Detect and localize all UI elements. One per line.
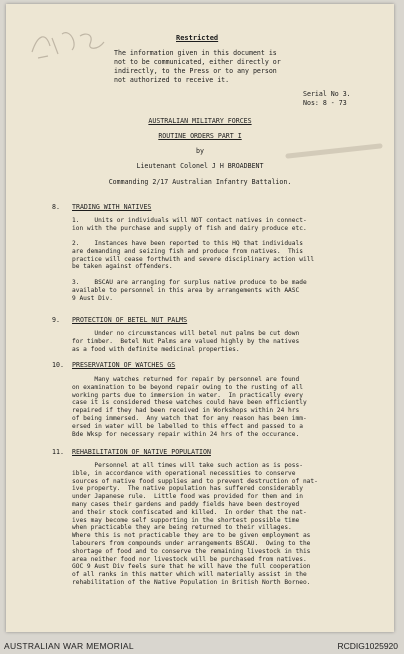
orders-heading: ROUTINE ORDERS PART I [158,132,242,140]
section-number: 9. [52,316,60,324]
handwritten-annotation [28,24,118,64]
serial-number: Serial No 3. Nos: 8 - 73 [303,90,351,107]
command-line: Commanding 2/17 Australian Infantry Battalion. [108,178,292,186]
section-number: 10. [52,361,64,369]
section-paragraph: 3. BSCAU are arranging for surplus native produce to be made available to personnel in this area by arrangements with AASC 9 Aust Div. [72,279,307,302]
restricted-label: Restricted [176,34,219,42]
section-number: 8. [52,203,60,211]
section-paragraph: Personnel at all times will take such action as is poss- ible, in accordance with operational necessities to conserve sources of native food supplies and to prevent destruction of nat- ive property. The native population has suffered considerably under Japanese rule. Little food was provided for them and in many cases their gardens and paddy fields have been destroyed and their stock confiscated and killed. In order that the nat- ives may become self supporting in the shortest possible time when practicable they are being returned to their villages. Where this is not practicable they are to be given employment as labourers from compounds under arrangements BSCAU. Owing to the shortage of food and to conserve the remaining livestock in this area neither food nor livestock will be purchased from natives. GOC 9 Aust Div feels sure that he will have the full cooperation of all ranks in this matter which will materially assist in the rehabilitation of the Native Population in British North Borneo. [72,462,318,586]
commander-name: Lieutenant Colonel J H BROADBENT [136,162,264,170]
section-paragraph: 2. Instances have been reported to this HQ that individuals are demanding and seizing fish and produce from natives. This practice will cease forthwith and severe disciplinary action will be taken against offenders. [72,240,315,271]
section-number: 11. [52,448,64,456]
confidentiality-notice: The information given in this document is not to be communicated, either directly or indirectly, to the Press or to any person not authorized to receive it. [114,49,281,84]
archive-footer [0,636,404,654]
section-paragraph: Many watches returned for repair by personnel are found on examination to be beyond repair owing to the rusting of all working parts due to immersion in water. In practically every case it is considered these watches could have been efficiently repaired if they had been received in Workshops within 24 hrs of being immersed. Any watch that for any reason has been imm- ersed in water will be labelled to this effect and passed to a Bde Wksp for necessary repair within 24 hrs of the occurance. [72,376,307,438]
section-paragraph: 1. Units or individuals will NOT contact natives in connect- ion with the purchase and supply of fish and dairy produce etc. [72,217,307,232]
section-title: REHABILITATION OF NATIVE POPULATION [72,448,211,456]
record-id: RCDIG1025920 [337,641,398,651]
section-paragraph: Under no circumstances will betel nut palms be cut down for timber. Betel Nut Palms are valued highly by the natives as a food with definite medicinal properties. [72,330,300,353]
by-line: by [196,147,204,155]
forces-heading: AUSTRALIAN MILITARY FORCES [148,117,252,125]
section-title: TRADING WITH NATIVES [72,203,152,211]
section-title: PROTECTION OF BETEL NUT PALMS [72,316,188,324]
section-title: PRESERVATION OF WATCHES GS [72,361,176,369]
document-page [6,4,394,632]
archive-name: AUSTRALIAN WAR MEMORIAL [4,641,134,651]
